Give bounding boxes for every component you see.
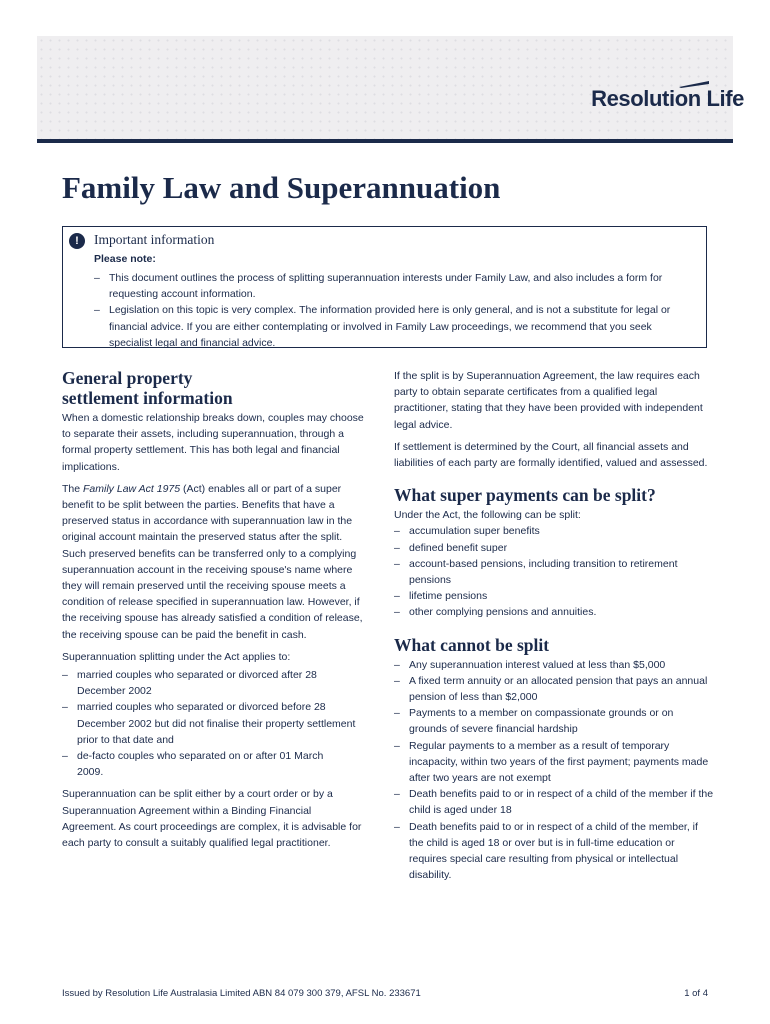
page-number: 1 of 4 <box>684 988 708 999</box>
exclamation-icon: ! <box>69 233 85 249</box>
notice-item: – Legislation on this topic is very complex. The information provided here is only general, and is not a substitute for legal or financial advice. If you are either contemplating or involved in Family Law proceedings, we recommend that you seek specialist legal and financial advice. <box>94 302 694 351</box>
general-paragraph-1: When a domestic relationship breaks down, couples may choose to separate their assets, including superannuation, through a formal property settlement. This has both legal and financial implications. <box>62 412 364 473</box>
can-split-list <box>394 523 714 620</box>
cannot-split-list <box>394 657 714 884</box>
can-split-item: – accumulation super benefits <box>394 523 714 539</box>
applies-item: – married couples who separated or divorced before 28 December 2002 but did not finalise their property settlement prior to that date and <box>62 699 367 748</box>
general-paragraph-4: Superannuation can be split either by a court order or by a Superannuation Agreement within a Binding Financial Agreement. As court proceedings are complex, it is advisable for each party to consult a suitably qualified legal practitioner. <box>62 788 362 850</box>
cannot-split-item: – Death benefits paid to or in respect of a child of the member, if the child is aged 18 or over but is in full-time education or requires special care resulting from physical or intellectual disability. <box>394 819 714 884</box>
cannot-split-item: – A fixed term annuity or an allocated pension that pays an annual pension of less than $2,000 <box>394 673 714 705</box>
right-column <box>394 368 714 883</box>
notice-item: – This document outlines the process of splitting superannuation interests under Family Law, and also includes a form for requesting account information. <box>94 270 694 302</box>
can-split-item: – lifetime pensions <box>394 588 714 604</box>
general-paragraph-3: Superannuation splitting under the Act applies to: <box>62 650 291 663</box>
notice-subheading: Please note: <box>94 253 156 265</box>
act-name: Family Law Act 1975 <box>83 482 181 495</box>
can-split-intro: Under the Act, the following can be split: <box>394 509 581 522</box>
cannot-split-heading: What cannot be split <box>394 634 550 655</box>
notice-heading: Important information <box>94 232 215 247</box>
can-split-heading: What super payments can be split? <box>394 485 656 506</box>
cannot-split-item: – Death benefits paid to or in respect of a child of the member if the child is aged under 18 <box>394 786 714 818</box>
important-notice-box <box>62 226 707 348</box>
can-split-item: – defined benefit super <box>394 540 714 556</box>
logo-swoosh-icon <box>679 81 709 88</box>
court-paragraph: If settlement is determined by the Court, all financial assets and liabilities of each party are formally identified, valued and assessed. <box>394 440 708 470</box>
can-split-item: – account-based pensions, including transition to retirement pensions <box>394 556 714 588</box>
logo-text: Resolution Life <box>591 86 744 111</box>
cannot-split-item: – Any superannuation interest valued at less than $5,000 <box>394 657 714 673</box>
can-split-item: – other complying pensions and annuities. <box>394 604 714 620</box>
footer-issuer: Issued by Resolution Life Australasia Limited ABN 84 079 300 379, AFSL No. 233671 <box>62 988 421 999</box>
left-column <box>62 368 367 851</box>
header-divider <box>37 139 733 143</box>
applies-item: – married couples who separated or divorced after 28 December 2002 <box>62 667 367 699</box>
page-title: Family Law and Superannuation <box>62 170 501 205</box>
act-text: (Act) enables all or part of a super benefit to be split between the parties. Benefits that have a preserved status in accordance with superannuation law in the original account maintain the preserved status after the split. Such preserved benefits can be transferred only to a complying superannuation account in the receiving spouse's name where they will remain preserved until the receiving spouse meets a condition of release specified in superannuation law. However, if the receiving spouse has already satisfied a condition of release, the receiving spouse can be paid the benefit in cash. <box>62 482 363 641</box>
act-prefix: The <box>62 482 84 495</box>
notice-list <box>94 270 694 351</box>
applies-item: – de-facto couples who separated on or after 01 March 2009. <box>62 748 367 780</box>
applies-list <box>62 667 367 780</box>
general-heading: General property settlement information <box>62 368 233 408</box>
agreement-paragraph: If the split is by Superannuation Agreement, the law requires each party to obtain separate certificates from a qualified legal practitioner, stating that they have been provided with independent legal advice. <box>394 370 703 431</box>
cannot-split-item: – Regular payments to a member as a result of temporary incapacity, within two years of the first payment; payments made after two years are not exempt <box>394 738 714 787</box>
general-paragraph-2 <box>62 481 367 643</box>
cannot-split-item: – Payments to a member on compassionate grounds or on grounds of severe financial hardship <box>394 705 714 737</box>
resolution-life-logo <box>591 84 744 114</box>
